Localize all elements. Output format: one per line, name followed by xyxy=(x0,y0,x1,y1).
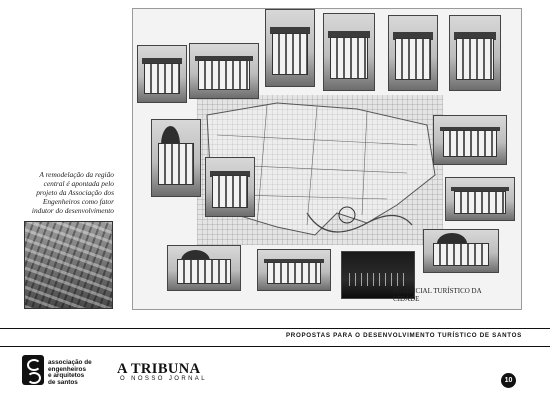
photo-white-house xyxy=(433,115,507,165)
newspaper-tagline: O NOSSO JORNAL xyxy=(120,376,207,382)
photo-street-tower xyxy=(265,9,315,87)
photo-tree-house xyxy=(167,245,241,291)
association-line: de santos xyxy=(48,378,78,386)
photo-church-right xyxy=(388,15,438,91)
newspaper-name: A TRIBUNA xyxy=(117,361,201,377)
association-name xyxy=(48,360,108,386)
photo-ornate-building xyxy=(445,177,515,221)
association-line: associação de xyxy=(48,359,92,366)
association-line: engenheiros xyxy=(48,365,86,373)
photo-hillside-house xyxy=(449,15,501,91)
footer-title: PROPOSTAS PARA O DESENVOLVIMENTO TURÍSTICO DE SANTOS xyxy=(285,332,522,339)
footer-rule-top xyxy=(0,328,550,329)
photo-colonial-building xyxy=(189,43,259,99)
photo-church-facade xyxy=(323,13,375,91)
ae-logo-icon xyxy=(22,355,44,385)
photo-palm-church xyxy=(151,119,201,197)
collage-caption: POTENCIAL TURÍSTICO DA CIDADE xyxy=(393,287,482,303)
association-line: e arquitetos xyxy=(48,372,85,380)
photo-columned-building xyxy=(257,249,331,291)
page-number: 10 xyxy=(501,373,516,388)
side-caption: A remodelação da região central é apontada pelo projeto da Associação dos Engenheiros como fator indutor do desenvolvimento xyxy=(31,170,114,215)
photo-church-left xyxy=(137,45,187,103)
tourism-collage xyxy=(132,8,522,310)
photo-aerial-city xyxy=(24,221,113,309)
photo-street-trees xyxy=(423,229,499,273)
footer-rule-bottom xyxy=(0,346,550,347)
photo-arcade-building xyxy=(205,157,255,217)
